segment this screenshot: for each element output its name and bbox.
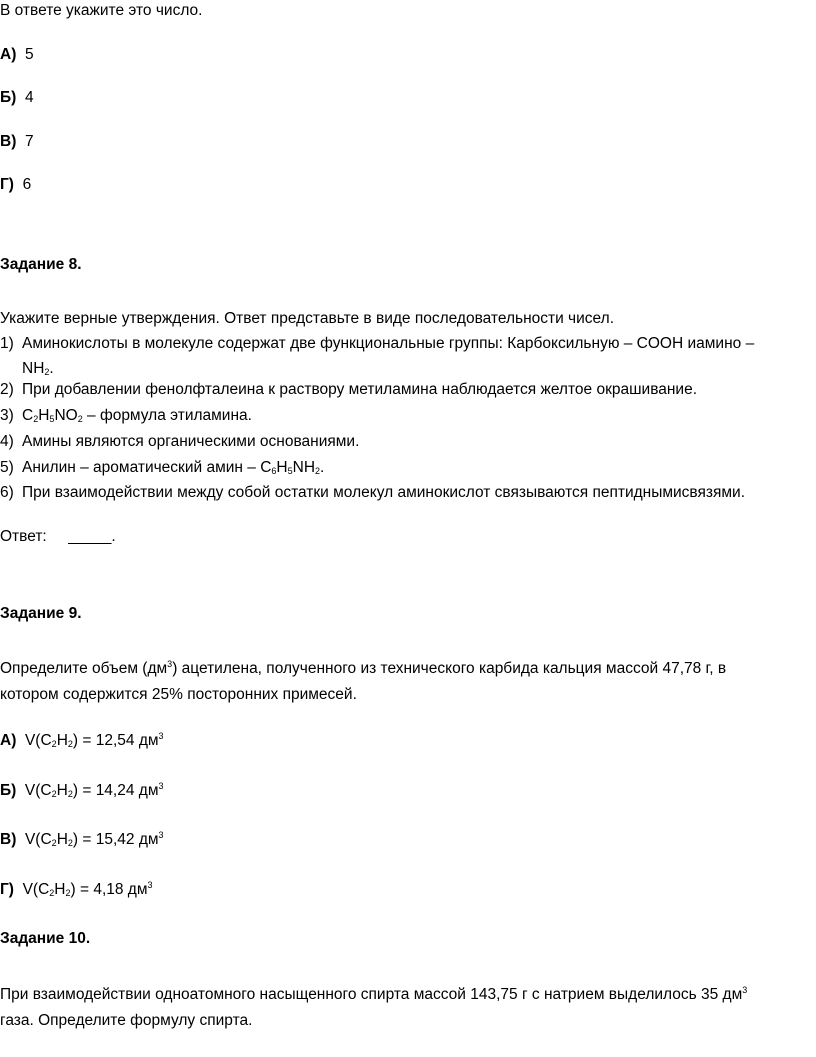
option-value: 5 xyxy=(24,46,34,63)
intro-line: В ответе укажите это число. xyxy=(0,2,203,19)
option-value: 6 xyxy=(22,176,32,193)
statement-number: 4) xyxy=(0,433,14,450)
statement-5: Анилин – ароматический амин – $C_6H_5NH_2$. xyxy=(22,459,325,476)
q7-option-d xyxy=(0,176,31,194)
statement-number: 3) xyxy=(0,407,14,424)
option-letter: Б) xyxy=(0,89,17,106)
option-value: 7 xyxy=(24,133,34,150)
statement-2: При добавлении фенолфталеина к раствору метиламина наблюдается желтое окрашивание. xyxy=(22,381,698,398)
option-letter: А) xyxy=(0,46,17,63)
q7-option-a xyxy=(0,46,34,64)
answer-blank: _____. xyxy=(68,528,116,545)
task9-option-c: В) $V(C_2H_2) = 15,42$ $дм^3$ xyxy=(0,830,164,848)
task10-title: Задание 10. xyxy=(0,930,91,947)
statement-1-continued: $NH_2$. xyxy=(22,360,54,377)
statement-number: 6) xyxy=(0,484,14,501)
task10-line1: При взаимодействии одноатомного насыщенного спирта массой 143,75 г с натрием выделилось 35 $дм^3$ xyxy=(0,985,748,1003)
task9-option-b: Б) $V(C_2H_2) = 14,24$ $дм^3$ xyxy=(0,781,164,799)
task9-option-a: А) $V(C_2H_2) = 12,54$ $дм^3$ xyxy=(0,731,164,749)
statement-4: Амины являются органическими основаниями. xyxy=(22,433,360,450)
task9-prompt-line2: котором содержится 25% посторонних примесей. xyxy=(0,686,357,703)
task8-title: Задание 8. xyxy=(0,256,82,273)
statement-number: 1) xyxy=(0,335,14,352)
task9-option-d: Г) $V(C_2H_2) = 4,18$ $дм^3$ xyxy=(0,880,153,898)
task9-prompt-line1: Определите объем $(дм^3)$ ацетилена, полученного из технического карбида кальция массой 47,78 г, в xyxy=(0,659,727,677)
task10-line2: газа. Определите формулу спирта. xyxy=(0,1012,253,1029)
statement-3: $C_2H_5NO_2$ – формула этиламина. xyxy=(22,407,252,424)
statement-number: 5) xyxy=(0,459,14,476)
answer-line xyxy=(0,528,116,546)
q7-option-b xyxy=(0,89,34,107)
option-letter: В) xyxy=(0,133,17,150)
task8-prompt: Укажите верные утверждения. Ответ представьте в виде последовательности чисел. xyxy=(0,310,614,327)
option-letter: Г) xyxy=(0,176,14,193)
option-value: 4 xyxy=(24,89,34,106)
statement-number: 2) xyxy=(0,381,14,398)
statement-1: Аминокислоты в молекуле содержат две функциональные группы: Карбоксильную – COOH иамино – xyxy=(22,335,755,352)
answer-label: Ответ: xyxy=(0,528,47,545)
statement-6: При взаимодействии между собой остатки молекул аминокислот связываются пептиднымисвязями. xyxy=(22,484,745,501)
q7-option-c xyxy=(0,133,34,151)
task9-title: Задание 9. xyxy=(0,605,82,622)
